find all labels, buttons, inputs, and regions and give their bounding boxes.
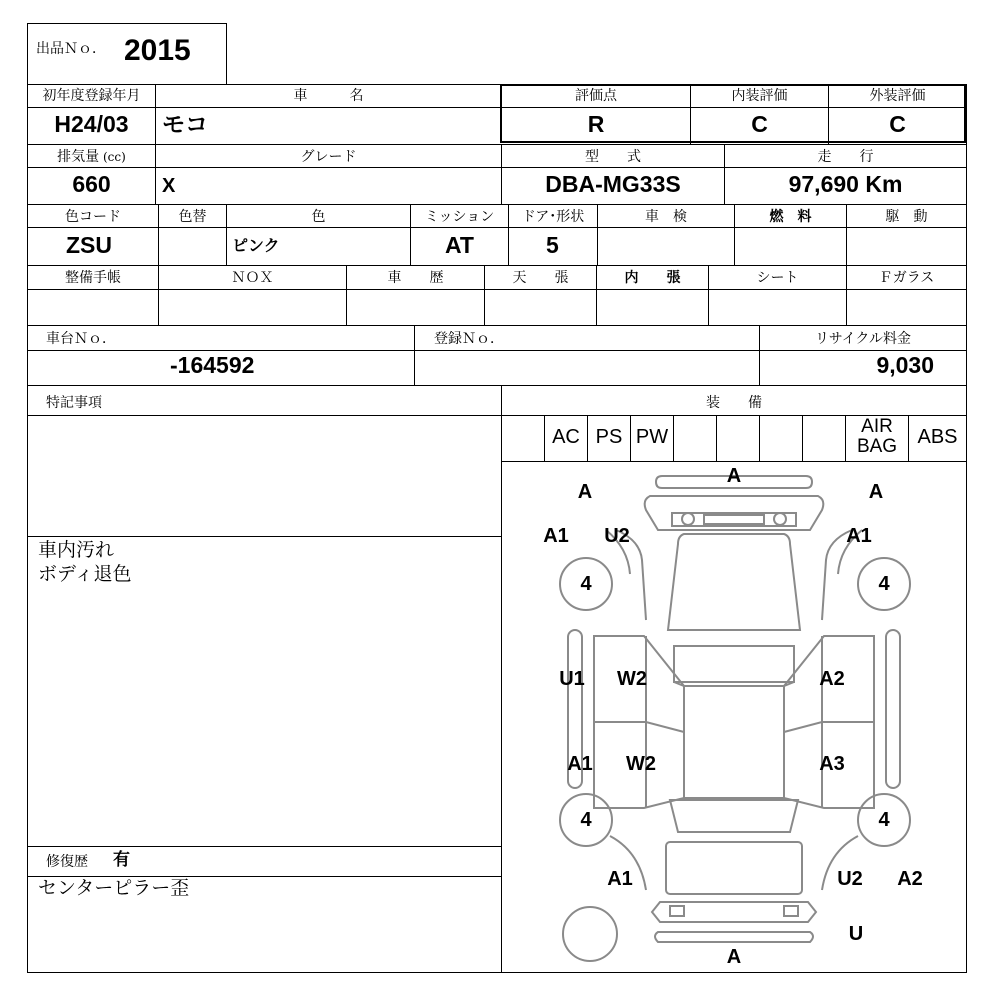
damage-mark: A: [577, 481, 593, 503]
car-name-label: 車 名: [293, 88, 364, 104]
damage-mark: A: [726, 465, 742, 487]
color-value: ピンク: [232, 238, 280, 255]
mileage-label: 走 行: [817, 149, 874, 165]
damage-mark: U2: [837, 868, 863, 890]
repair-history-label: 修復歴: [46, 854, 88, 870]
mission-value: AT: [445, 232, 474, 258]
damage-mark: W2: [626, 753, 656, 775]
color-label: 色: [311, 209, 326, 225]
first-registration-value: H24/03: [54, 111, 129, 137]
chassis-number-label: 車台Ｎｏ．: [46, 331, 116, 347]
model-value: DBA-MG33S: [545, 171, 681, 197]
inspection-label: 車 検: [645, 209, 687, 225]
registration-number-label: 登録Ｎｏ．: [434, 331, 504, 347]
damage-mark: U: [848, 923, 864, 945]
score-value: R: [587, 111, 605, 137]
exterior-grade-label: 外装評価: [869, 88, 926, 104]
grade-value: X: [162, 175, 176, 197]
damage-mark: W2: [617, 668, 647, 690]
note-line-1: 車内汚れ: [38, 539, 115, 561]
equipment-abs: ABS: [917, 426, 958, 448]
damage-mark: A1: [607, 868, 633, 890]
damage-mark: A2: [897, 868, 923, 890]
mileage-value: 97,690 Km: [788, 171, 903, 197]
score-label: 評価点: [575, 88, 617, 104]
displacement-label: 排気量 (cc): [57, 149, 126, 165]
equipment-ps: PS: [595, 426, 623, 448]
damage-mark: A: [726, 946, 742, 968]
tire-rear-left: 4: [580, 809, 592, 831]
lot-number: 2015: [124, 34, 191, 67]
equipment-airbag: AIR BAG: [856, 416, 898, 457]
recycle-fee-value: 9,030: [876, 352, 934, 378]
nox-label: ＮＯＸ: [231, 270, 274, 286]
damage-mark: A: [868, 481, 884, 503]
tire-front-right: 4: [878, 573, 890, 595]
damage-mark: U1: [559, 668, 585, 690]
front-glass-label: Ｆガラス: [878, 270, 935, 286]
tire-front-left: 4: [580, 573, 592, 595]
repair-history-value: 有: [113, 850, 130, 870]
vehicle-history-label: 車 歴: [387, 270, 444, 286]
note-line-2: ボディ退色: [38, 563, 132, 585]
damage-mark: A2: [819, 668, 845, 690]
tire-rear-right: 4: [878, 809, 890, 831]
notes-label: 特記事項: [46, 395, 102, 411]
color-change-label: 色替: [178, 209, 207, 225]
color-code-value: ZSU: [66, 232, 112, 258]
model-label: 型 式: [585, 149, 641, 165]
sunroof-label: 天 張: [512, 270, 569, 286]
door-shape-value: 5: [546, 232, 559, 258]
door-shape-label: ドア･形状: [521, 209, 585, 225]
grade-label: グレード: [300, 149, 357, 165]
equipment-ac: AC: [552, 426, 580, 448]
equipment-label: 装 備: [706, 395, 762, 411]
exterior-grade-value: C: [889, 111, 906, 137]
damage-mark: A1: [567, 753, 593, 775]
damage-mark: U2: [604, 525, 630, 547]
damage-mark: A1: [543, 525, 569, 547]
equipment-pw: PW: [635, 426, 669, 448]
repair-note: センターピラー歪: [38, 877, 190, 899]
chassis-number-value: -164592: [170, 352, 255, 378]
damage-mark: A1: [846, 525, 872, 547]
interior-grade-label: 内装評価: [731, 88, 788, 104]
fuel-label: 燃 料: [769, 209, 812, 225]
recycle-fee-label: リサイクル料金: [814, 331, 912, 347]
interior-grade-value: C: [751, 111, 768, 137]
interior-trim-label: 内 張: [624, 270, 681, 286]
maintenance-record-label: 整備手帳: [65, 270, 121, 286]
damage-mark: A3: [819, 753, 845, 775]
drive-label: 駆 動: [885, 209, 928, 225]
mission-label: ミッション: [424, 209, 495, 225]
car-name-value: モコ: [162, 111, 208, 137]
displacement-value: 660: [72, 171, 111, 197]
lot-number-label: 出品Ｎｏ．: [36, 41, 106, 57]
color-code-label: 色コード: [65, 209, 121, 225]
first-registration-label: 初年度登録年月: [42, 88, 141, 104]
seat-label: シート: [756, 270, 799, 286]
